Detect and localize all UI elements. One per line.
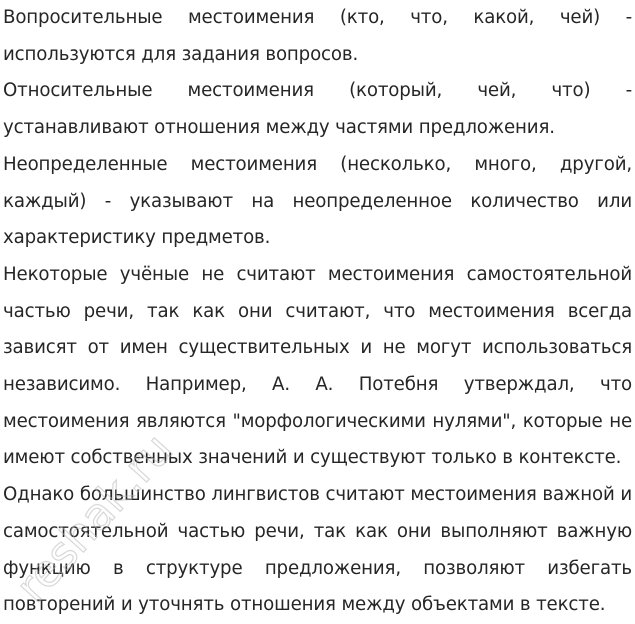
paragraph-majority-view: Однако большинство лингвистов считают местоимения важной и самостоятельной частью речи, так как они выполняют важную функцию в структуре предложения, позволяют избегать повторений и уточнять отношения между объектами в тексте. [3,484,632,616]
paragraph-interrogative-pronouns: Вопросительные местоимения (кто, что, какой, чей) - используются для задания вопросов. [3,7,632,65]
document-body [3,0,632,624]
paragraph-opposing-view: Некоторые учёные не считают местоимения самостоятельной частью речи, так как они считают, что местоимения всегда зависят от имен существительных и не могут использоваться независимо. Например, А. А. Потебня утверждал, что местоимения являются "морфологическими нулями", которые не имеют собственных значений и существуют только в контексте. [3,263,632,469]
watermark-text: reshak.ru [6,424,183,613]
paragraph-indefinite-pronouns: Неопределенные местоимения (несколько, много, другой, каждый) - указывают на неопределенное количество или характеристику предметов. [3,153,632,249]
paragraph-relative-pronouns: Относительные местоимения (который, чей, что) - устанавливают отношения между частями предложения. [3,80,632,139]
